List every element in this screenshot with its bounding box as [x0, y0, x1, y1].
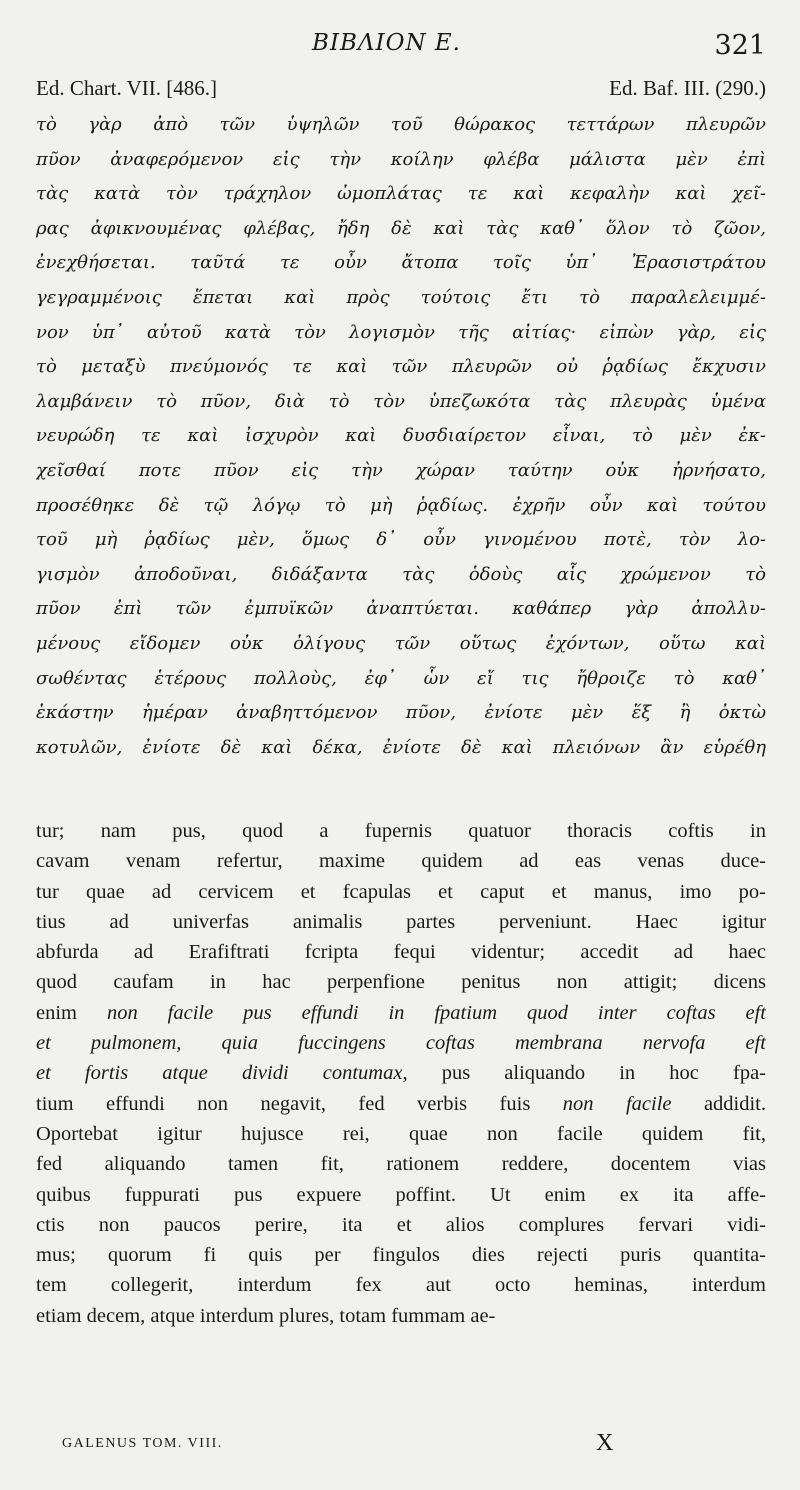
greek-line: προσέθηκε δὲ τῷ λόγῳ τὸ μὴ ῥᾳδίως. ἐχρῆν οὖν καὶ τούτου: [36, 494, 766, 516]
latin-line: [36, 877, 766, 907]
latin-line: [36, 1058, 766, 1088]
latin-segment: quibus fuppurati pus expuere poffint. Ut enim ex ita affe-: [36, 1183, 766, 1206]
latin-italic-segment: non facile pus effundi in fpatium quod inter coftas eft: [106, 1001, 766, 1024]
greek-line: νευρώδη τε καὶ ἰσχυρὸν καὶ δυσδιαίρετον εἶναι, τὸ μὲν ἐκ-: [36, 425, 766, 447]
latin-line: [36, 1149, 766, 1179]
greek-line: σωθέντας ἑτέρους πολλοὺς, ἐφ᾽ ὧν εἴ τις ἤθροιζε τὸ καθ᾽: [36, 667, 766, 689]
greek-line: πῦον ἐπὶ τῶν ἐμπυϊκῶν ἀναπτύεται. καθάπερ γὰρ ἀπολλυ-: [36, 598, 766, 620]
latin-segment: cavam venam refertur, maxime quidem ad eas venas duce-: [36, 850, 766, 873]
page-footer: [0, 1430, 800, 1460]
latin-segment: enim: [36, 1001, 107, 1024]
greek-line: τὸ μεταξὺ πνεύμονός τε καὶ τῶν πλευρῶν οὐ ῥᾳδίως ἔκχυσιν: [36, 356, 766, 378]
latin-line: [36, 1210, 766, 1240]
latin-line: [36, 1180, 766, 1210]
latin-segment: addidit.: [671, 1092, 766, 1115]
latin-line: [36, 1028, 766, 1058]
edition-basel: Ed. Baf. III. (290.): [609, 76, 766, 100]
edition-chartier: Ed. Chart. VII. [486.]: [36, 76, 217, 100]
running-head: [0, 30, 800, 64]
greek-line: τὸ γὰρ ἀπὸ τῶν ὑψηλῶν τοῦ θώρακος τεττάρων πλευρῶν: [36, 114, 766, 135]
greek-line: ἐνεχθήσεται. ταῦτά τε οὖν ἄτοπα τοῖς ὑπ᾽ Ἐρασιστράτου: [36, 252, 766, 274]
latin-line: [36, 907, 766, 937]
greek-line: ρας ἀφικνουμένας φλέβας, ἤδη δὲ καὶ τὰς καθ᾽ ὅλον τὸ ζῶον,: [36, 217, 766, 239]
latin-italic-segment: et fortis atque dividi contumax: [36, 1062, 403, 1085]
running-title: ΒΙΒΛΙΟΝ Ε.: [312, 30, 461, 56]
edition-references: [36, 76, 766, 106]
latin-segment: ctis non paucos perire, ita et alios complures fervari vidi-: [36, 1213, 766, 1236]
latin-segment: mus; quorum fi quis per fingulos dies rejecti puris quantita-: [36, 1244, 766, 1267]
latin-italic-segment: non facile: [562, 1092, 672, 1115]
latin-segment: tur quae ad cervicem et fcapulas et caput et manus, imo po-: [36, 880, 766, 903]
latin-line: [36, 816, 766, 846]
latin-line: [36, 998, 766, 1028]
greek-line: τὰς κατὰ τὸν τράχηλον ὠμοπλάτας τε καὶ κεφαλὴν καὶ χεῖ-: [36, 183, 766, 205]
greek-line: κοτυλῶν, ἐνίοτε δὲ καὶ δέκα, ἐνίοτε δὲ καὶ πλειόνων ἂν εὑρέθη: [36, 736, 766, 758]
latin-line: [36, 937, 766, 967]
greek-line: νον ὑπ᾽ αὐτοῦ κατὰ τὸν λογισμὸν τῆς αἰτίας· εἰπὼν γὰρ, εἰς: [36, 321, 766, 343]
latin-line: [36, 1301, 766, 1331]
latin-segment: fed aliquando tamen fit, rationem reddere, docentem vias: [36, 1153, 766, 1176]
greek-line: πῦον ἀναφερόμενον εἰς τὴν κοίλην φλέβα μάλιστα μὲν ἐπὶ: [36, 148, 766, 170]
latin-segment: tur; nam pus, quod a fupernis quatuor thoracis coftis in: [36, 820, 766, 842]
latin-italic-segment: et pulmonem, quia fuccingens coftas membrana nervofa eft: [36, 1032, 766, 1055]
printer-signature: GALENUS TOM. VIII.: [62, 1436, 223, 1451]
latin-line: [36, 1089, 766, 1119]
latin-segment: tium effundi non negavit, fed verbis fuis: [36, 1092, 563, 1115]
greek-line: λαμβάνειν τὸ πῦον, διὰ τὸ τὸν ὑπεζωκότα τὰς πλευρὰς ὑμένα: [36, 390, 766, 412]
latin-line: [36, 967, 766, 997]
greek-line: χεῖσθαί ποτε πῦον εἰς τὴν χώραν ταύτην οὐκ ἠρνήσατο,: [36, 459, 766, 481]
latin-segment: etiam decem, atque interdum plures, totam fummam ae-: [36, 1304, 496, 1327]
latin-segment: abfurda ad Erafiftrati fcripta fequi videntur; accedit ad haec: [36, 941, 766, 964]
page-number: 321: [714, 30, 766, 61]
greek-line: τοῦ μὴ ῥᾳδίως μὲν, ὅμως δ᾽ οὖν γινομένου ποτὲ, τὸν λο-: [36, 529, 766, 551]
latin-line: [36, 846, 766, 876]
latin-segment: quod caufam in hac perpenfione penitus non attigit; dicens: [36, 971, 766, 994]
latin-line: [36, 1240, 766, 1270]
greek-line: ἑκάστην ἡμέραν ἀναβηττόμενον πῦον, ἐνίοτε μὲν ἕξ ἢ ὀκτὼ: [36, 702, 766, 724]
latin-segment: , pus aliquando in hoc fpa-: [402, 1062, 766, 1085]
latin-segment: tem collegerit, interdum fex aut octo heminas, interdum: [36, 1274, 766, 1297]
latin-text-block: [36, 816, 766, 1331]
greek-line: γεγραμμένοις ἕπεται καὶ πρὸς τούτοις ἔτι τὸ παραλελειμμέ-: [36, 286, 766, 308]
latin-line: [36, 1119, 766, 1149]
gathering-mark: X: [596, 1430, 614, 1456]
greek-line: γισμὸν ἀποδοῦναι, διδάξαντα τὰς ὁδοὺς αἷς χρώμενον τὸ: [36, 563, 766, 585]
greek-line: μένους εἴδομεν οὐκ ὀλίγους τῶν οὕτως ἐχόντων, οὕτω καὶ: [36, 632, 766, 654]
latin-line: [36, 1270, 766, 1300]
greek-text-block: [36, 108, 766, 765]
latin-segment: Oportebat igitur hujusce rei, quae non facile quidem fit,: [36, 1122, 766, 1145]
latin-segment: tius ad univerfas animalis partes perveniunt. Haec igitur: [36, 910, 766, 933]
